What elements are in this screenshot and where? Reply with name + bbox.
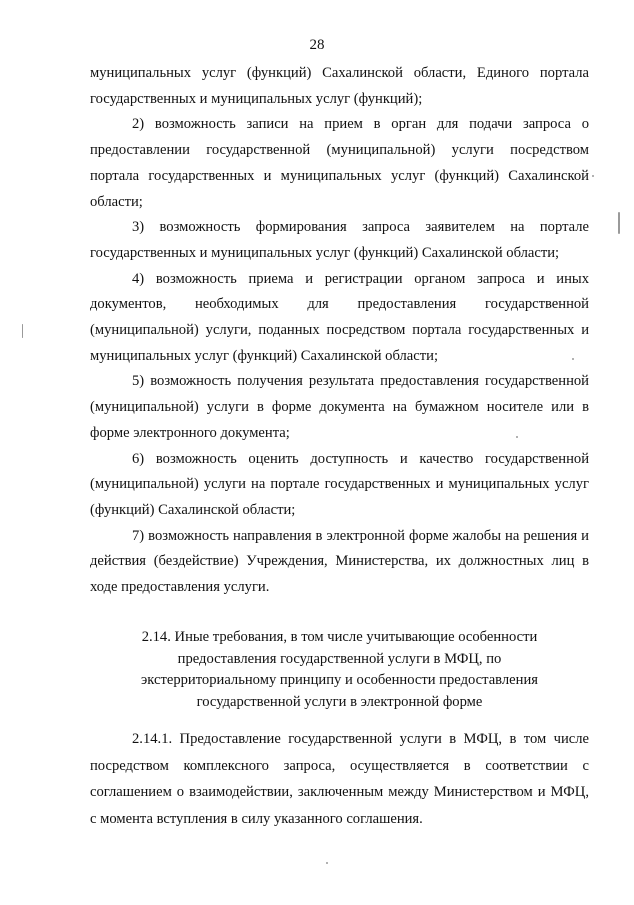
list-item: 4) возможность приема и регистрации органом запроса и иных документов, необходимых для предоставления государственной (муниципальной) услуги, поданных посредством портала государственных и муниципальных услуг (функций) Сахалинской области;: [90, 270, 589, 364]
scan-speck: [618, 212, 620, 234]
clause-paragraph: [90, 726, 589, 832]
scan-speck: [516, 436, 518, 438]
scan-speck: [572, 358, 574, 360]
list-item: 6) возможность оценить доступность и качество государственной (муниципальной) услуги на портале государственных и муниципальных услуг (функций) Сахалинской области;: [90, 450, 589, 518]
section-heading: [90, 627, 589, 713]
page-number: 28: [309, 37, 325, 53]
enumerated-list: [90, 61, 589, 601]
continuation-paragraph: муниципальных услуг (функций) Сахалинской области, Единого портала государственных и муниципальных услуг (функций);: [90, 65, 589, 107]
scan-speck: [326, 862, 328, 864]
clause-text: 2.14.1. Предоставление государственной услуги в МФЦ, в том числе посредством комплексного запроса, осуществляется в соответствии с соглашением о взаимодействии, заключенным между Министерством и МФЦ, с момента вступления в силу указанного соглашения.: [90, 731, 589, 827]
heading-line: 2.14. Иные требования, в том числе учитывающие особенности: [141, 629, 538, 645]
heading-line: предоставления государственной услуги в МФЦ, по: [177, 650, 502, 667]
list-item: 2) возможность записи на прием в орган для подачи запроса о предоставлении государственной (муниципальной) услуги посредством портала государственных и муниципальных услуг (функций) Сахалинской области;: [90, 116, 589, 210]
heading-line: экстерриториальному принципу и особенности предоставления: [141, 672, 538, 688]
heading-line: государственной услуги в электронной форме: [196, 693, 483, 710]
list-item: 3) возможность формирования запроса заявителем на портале государственных и муниципальных услуг (функций) Сахалинской области;: [90, 219, 589, 261]
scan-speck: [22, 324, 23, 338]
list-item: 7) возможность направления в электронной форме жалобы на решения и действия (бездействие) Учреждения, Министерства, их должностных лиц в ходе предоставления услуги.: [90, 527, 589, 596]
list-item: 5) возможность получения результата предоставления государственной (муниципальной) услуги в форме документа на бумажном носителе или в форме электронного документа;: [90, 373, 589, 441]
scan-speck: [592, 175, 594, 177]
